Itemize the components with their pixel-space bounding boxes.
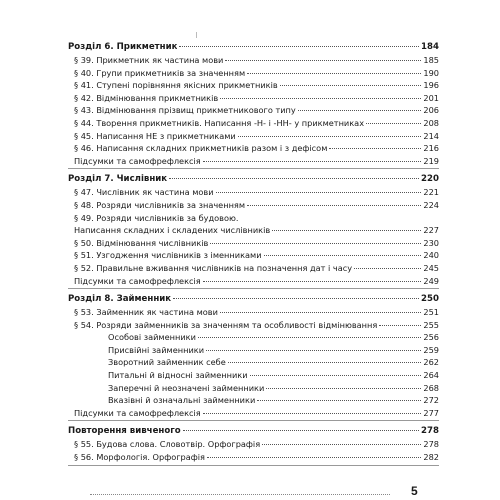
toc-entry[interactable]	[68, 92, 439, 105]
toc-entry[interactable]	[68, 319, 439, 332]
toc-entry-label: Вказівні й означальні займенники	[108, 395, 256, 406]
toc-entry[interactable]	[68, 407, 439, 420]
toc-entry-label: § 55. Будова слова. Словотвір. Орфографія	[74, 439, 261, 450]
dot-leader	[262, 444, 421, 445]
dot-leader	[220, 98, 421, 99]
section-heading-page-number: 278	[421, 426, 439, 437]
dot-leader	[198, 337, 421, 338]
toc-entry-label: § 48. Розряди числівників за значенням	[74, 199, 246, 210]
toc-entry-label: Заперечні й неозначені займенники	[108, 382, 265, 393]
section-heading-label: Розділ 7. Числівник	[68, 174, 168, 185]
toc-entry[interactable]	[68, 382, 439, 395]
toc-entry[interactable]	[68, 212, 439, 225]
toc-entry-label: § 47. Числівник як частина мови	[74, 187, 214, 198]
toc-entry-label: § 43. Відмінювання прізвищ прикметникового типу	[74, 105, 296, 116]
section-heading-page-number: 250	[421, 294, 439, 305]
dot-leader	[264, 255, 422, 256]
toc-entry-page-number: 282	[423, 452, 439, 463]
toc-entry-page-number: 259	[423, 344, 439, 355]
toc-entry[interactable]	[68, 117, 439, 130]
toc-entry-page-number: 264	[423, 370, 439, 381]
toc-entry-label: § 46. Написання складних прикметників разом і з дефісом	[74, 143, 328, 154]
page-mark	[196, 32, 197, 38]
dot-leader	[354, 268, 421, 269]
toc-entry[interactable]	[68, 67, 439, 80]
dot-leader	[206, 350, 421, 351]
toc-entry-page-number: 255	[423, 319, 439, 330]
toc-entry-page-number: 256	[423, 332, 439, 343]
toc-entry-label: § 41. Ступені порівняння якісних прикметників	[74, 80, 278, 91]
toc-entry[interactable]	[68, 451, 439, 464]
dot-leader	[250, 375, 422, 376]
dot-leader	[220, 312, 421, 313]
toc-entry[interactable]	[68, 438, 439, 451]
dot-leader	[179, 46, 419, 47]
toc-section	[68, 292, 439, 421]
dot-leader	[329, 148, 421, 149]
toc-section	[68, 40, 439, 169]
toc-entry[interactable]	[68, 130, 439, 143]
toc-entry[interactable]	[68, 54, 439, 67]
toc-entry-label: § 40. Групи прикметників за значенням	[74, 67, 246, 78]
toc-entry[interactable]	[68, 142, 439, 155]
toc-entry-page-number: 272	[423, 395, 439, 406]
toc-entry-page-number: 201	[423, 92, 439, 103]
toc-entry[interactable]	[68, 331, 439, 344]
toc-entry[interactable]	[68, 275, 439, 288]
section-heading[interactable]	[68, 172, 439, 186]
toc-entry-label: § 39. Прикметник як частина мови	[74, 55, 224, 65]
toc-entry-label: Підсумки та самофрефлексія	[74, 407, 201, 418]
section-heading[interactable]	[68, 40, 439, 54]
dot-leader	[280, 85, 422, 86]
dot-leader	[379, 325, 421, 326]
toc-entry-page-number: 245	[423, 262, 439, 273]
toc-entry[interactable]	[68, 79, 439, 92]
toc-entry-label: § 54. Розряди займенників за значенням та особливості відмінювання	[74, 319, 378, 330]
toc-entry-page-number: 185	[423, 55, 439, 65]
toc-entry[interactable]	[68, 356, 439, 369]
toc-entry-page-number: 277	[423, 407, 439, 418]
toc-entry-page-number: 262	[423, 357, 439, 368]
toc-entry-page-number: 268	[423, 382, 439, 393]
dot-leader	[266, 388, 421, 389]
toc-entry[interactable]	[68, 369, 439, 382]
section-heading[interactable]	[68, 424, 439, 438]
section-heading-label: Розділ 8. Займенник	[68, 294, 172, 305]
toc-entry-page-number: 208	[423, 117, 439, 128]
toc-entry-page-number: 251	[423, 307, 439, 318]
toc-entry-label: § 49. Розряди числівників за будовою.	[74, 212, 239, 223]
toc-entry-label: Питальні й відносні займенники	[108, 370, 248, 381]
toc-entry[interactable]	[68, 155, 439, 168]
section-heading-page-number: 220	[421, 174, 439, 185]
dot-leader	[247, 205, 421, 206]
toc-entry-page-number: 214	[423, 130, 439, 141]
table-of-contents	[68, 40, 439, 469]
dot-leader	[216, 192, 422, 193]
toc-entry-label: § 50. Відмінювання числівників	[74, 237, 209, 248]
toc-entry-page-number: 216	[423, 143, 439, 154]
dot-leader	[169, 178, 419, 179]
toc-entry-page-number: 221	[423, 187, 439, 198]
toc-entry[interactable]	[68, 224, 439, 237]
toc-entry[interactable]	[68, 199, 439, 212]
dot-leader	[366, 123, 421, 124]
toc-entry-label: § 52. Правильне вживання числівників на позначення дат і часу	[74, 262, 353, 273]
dot-leader	[238, 136, 422, 137]
toc-entry[interactable]	[68, 394, 439, 407]
dot-leader	[272, 230, 421, 231]
dot-leader	[173, 298, 419, 299]
dot-leader	[203, 281, 422, 282]
dot-leader	[207, 457, 421, 458]
toc-entry-page-number: 196	[423, 80, 439, 91]
toc-entry[interactable]	[68, 344, 439, 357]
toc-entry-label: § 42. Відмінювання прикметників	[74, 92, 219, 103]
toc-entry-label: Присвійні займенники	[108, 344, 205, 355]
toc-entry-page-number: 240	[423, 250, 439, 261]
dot-leader	[257, 400, 421, 401]
section-heading-label: Розділ 6. Прикметник	[68, 42, 178, 52]
toc-entry[interactable]	[68, 249, 439, 262]
toc-entry-label: § 44. Творення прикметників. Написання -Н- і -НН- у прикметниках	[74, 117, 365, 128]
section-heading[interactable]	[68, 292, 439, 306]
toc-entry-page-number: 190	[423, 67, 439, 78]
dot-leader	[298, 110, 422, 111]
toc-entry[interactable]	[68, 262, 439, 275]
toc-section	[68, 424, 439, 465]
dot-leader	[247, 73, 421, 74]
toc-entry-page-number: 230	[423, 237, 439, 248]
toc-entry-label: Зворотний займенник себе	[108, 357, 226, 368]
page-number: 5	[411, 484, 418, 498]
section-heading-label: Повторення вивченого	[68, 426, 181, 437]
toc-entry-page-number: 227	[423, 225, 439, 236]
toc-entry-page-number: 219	[423, 155, 439, 166]
toc-entry-page-number: 278	[423, 439, 439, 450]
dot-leader	[228, 362, 422, 363]
toc-section	[68, 172, 439, 289]
section-heading-page-number: 184	[421, 42, 439, 52]
toc-entry-page-number: 249	[423, 275, 439, 286]
toc-entry[interactable]	[68, 306, 439, 319]
toc-entry-page-number: 206	[423, 105, 439, 116]
toc-entry-page-number: 224	[423, 199, 439, 210]
toc-entry-label: § 51. Узгодження числівників з іменниками	[74, 250, 262, 261]
toc-entry-label: § 53. Займенник як частина мови	[74, 307, 218, 318]
footer-dotted-rule	[90, 494, 390, 495]
toc-entry-label: Написання складних і складених числівників	[74, 225, 271, 236]
dot-leader	[225, 60, 421, 61]
toc-entry-label: Особові займенники	[108, 332, 196, 343]
toc-entry[interactable]	[68, 186, 439, 199]
toc-entry-label: Підсумки та самофрефлексія	[74, 275, 201, 286]
dot-leader	[183, 430, 419, 431]
toc-entry-label: § 45. Написання НЕ з прикметниками	[74, 130, 236, 141]
toc-entry[interactable]	[68, 237, 439, 250]
dot-leader	[203, 161, 422, 162]
dot-leader	[210, 243, 421, 244]
toc-entry-label: § 56. Морфологія. Орфографія	[74, 452, 205, 463]
toc-entry[interactable]	[68, 104, 439, 117]
dot-leader	[203, 413, 422, 414]
toc-entry-label: Підсумки та самофрефлексія	[74, 155, 201, 166]
